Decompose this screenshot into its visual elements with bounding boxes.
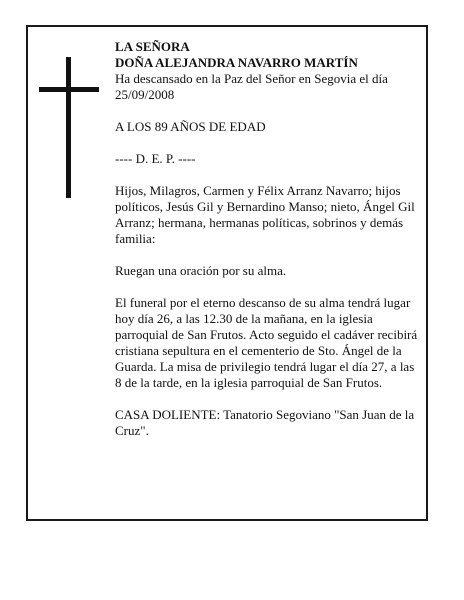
prayer-request: Ruegan una oración por su alma.	[115, 263, 287, 278]
rip-line: ---- D. E. P. ----	[115, 151, 196, 166]
funeral-paragraph: El funeral por el eterno descanso de su alma tendrá lugar hoy día 26, a las 12.30 de la mañana, en la iglesia parroquial de San Frutos. Acto seguido el cadáver recibirá cristiana sepultura en el cementerio de Sto. Ángel de la Guarda. La misa de privilegio tendrá lugar el día 27, a las 8 de la tarde, en la iglesia parroquial de San Frutos.	[115, 295, 418, 390]
notice-text	[115, 39, 419, 439]
mourning-house: CASA DOLIENTE: Tanatorio Segoviano "San Juan de la Cruz".	[115, 407, 415, 438]
cross-vertical-bar	[66, 57, 71, 198]
cross-horizontal-bar	[39, 87, 99, 92]
deceased-name: DOÑA ALEJANDRA NAVARRO MARTÍN	[115, 55, 358, 70]
age-line: A LOS 89 AÑOS DE EDAD	[115, 119, 266, 134]
death-info: Ha descansado en la Paz del Señor en Segovia el día 25/09/2008	[115, 71, 388, 102]
family-paragraph: Hijos, Milagros, Carmen y Félix Arranz Navarro; hijos políticos, Jesús Gil y Bernardino Manso; nieto, Ángel Gil Arranz; hermana, hermanas políticas, sobrinos y demás familia:	[115, 183, 415, 246]
notice-title-line1: LA SEÑORA	[115, 39, 190, 54]
obituary-notice	[26, 25, 428, 521]
